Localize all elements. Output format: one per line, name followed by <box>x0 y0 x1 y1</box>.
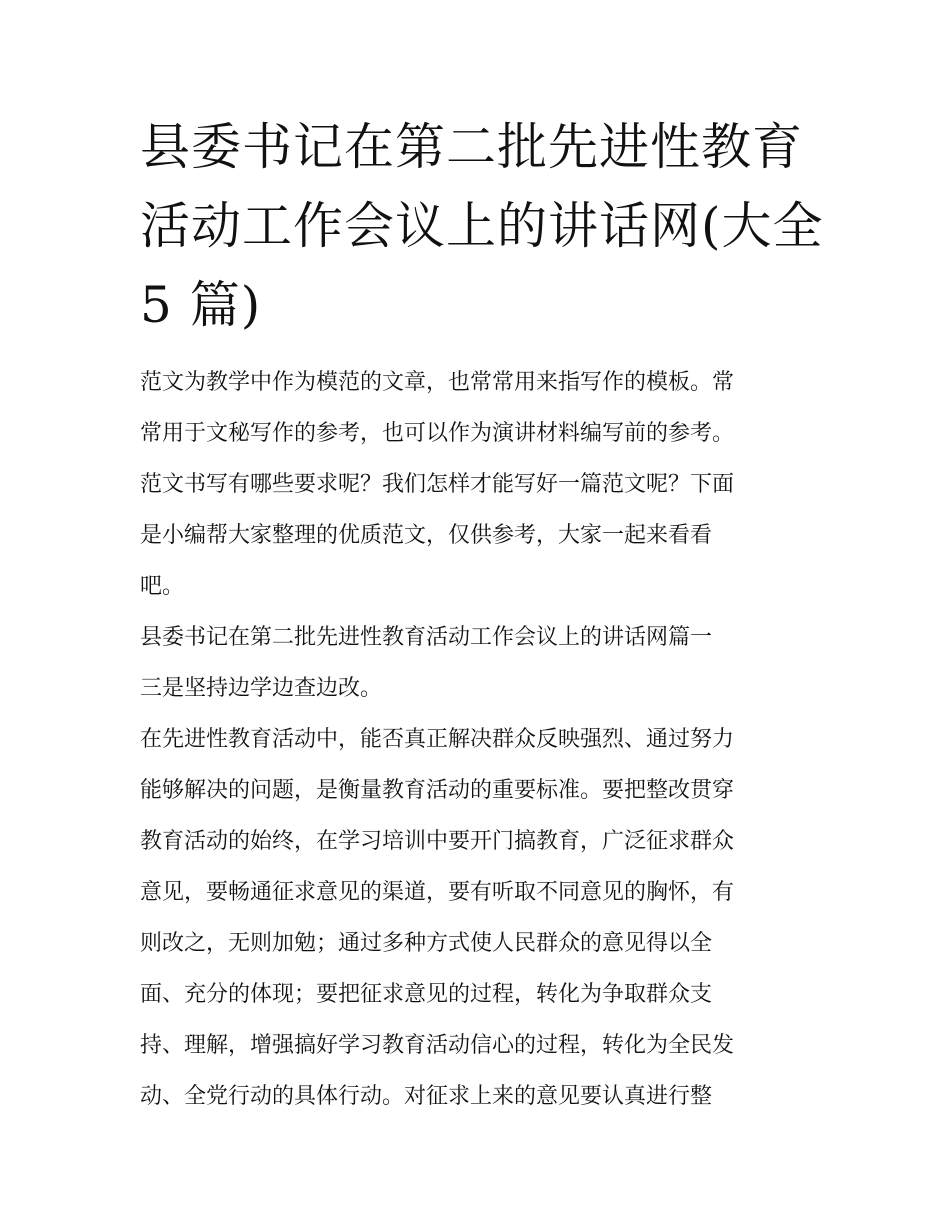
title-line: 活动工作会议上的讲话网(大全 <box>140 197 824 255</box>
body-line: 吧。 <box>140 574 185 599</box>
body-line: 是小编帮大家整理的优质范文，仅供参考，大家一起来看看 <box>140 523 713 548</box>
body-line: 教育活动的始终，在学习培训中要开门搞教育，广泛征求群众 <box>140 829 735 854</box>
body-line: 常用于文秘写作的参考，也可以作为演讲材料编写前的参考。 <box>140 421 735 446</box>
body-line: 意见，要畅通征求意见的渠道，要有听取不同意见的胸怀，有 <box>140 880 735 905</box>
body-line: 动、全党行动的具体行动。对征求上来的意见要认真进行整 <box>140 1084 713 1109</box>
body-line: 则改之，无则加勉；通过多种方式使人民群众的意见得以全 <box>140 931 713 956</box>
body-line: 能够解决的问题，是衡量教育活动的重要标准。要把整改贯穿 <box>140 778 735 803</box>
body-line: 持、理解，增强搞好学习教育活动信心的过程，转化为全民发 <box>140 1033 735 1058</box>
body-line: 面、充分的体现；要把征求意见的过程，转化为争取群众支 <box>140 982 713 1007</box>
body-line: 在先进性教育活动中，能否真正解决群众反映强烈、通过努力 <box>140 727 735 752</box>
document-body <box>140 357 820 1122</box>
body-line: 范文书写有哪些要求呢？我们怎样才能写好一篇范文呢？下面 <box>140 472 735 497</box>
body-line: 三是坚持边学边查边改。 <box>140 676 383 701</box>
title-line: 县委书记在第二批先进性教育 <box>140 118 803 176</box>
title-line: 5 篇) <box>140 276 262 334</box>
section-heading: 县委书记在第二批先进性教育活动工作会议上的讲话网篇一 <box>140 625 713 650</box>
body-line: 范文为教学中作为模范的文章，也常常用来指写作的模板。常 <box>140 370 735 395</box>
document-title <box>140 108 830 345</box>
